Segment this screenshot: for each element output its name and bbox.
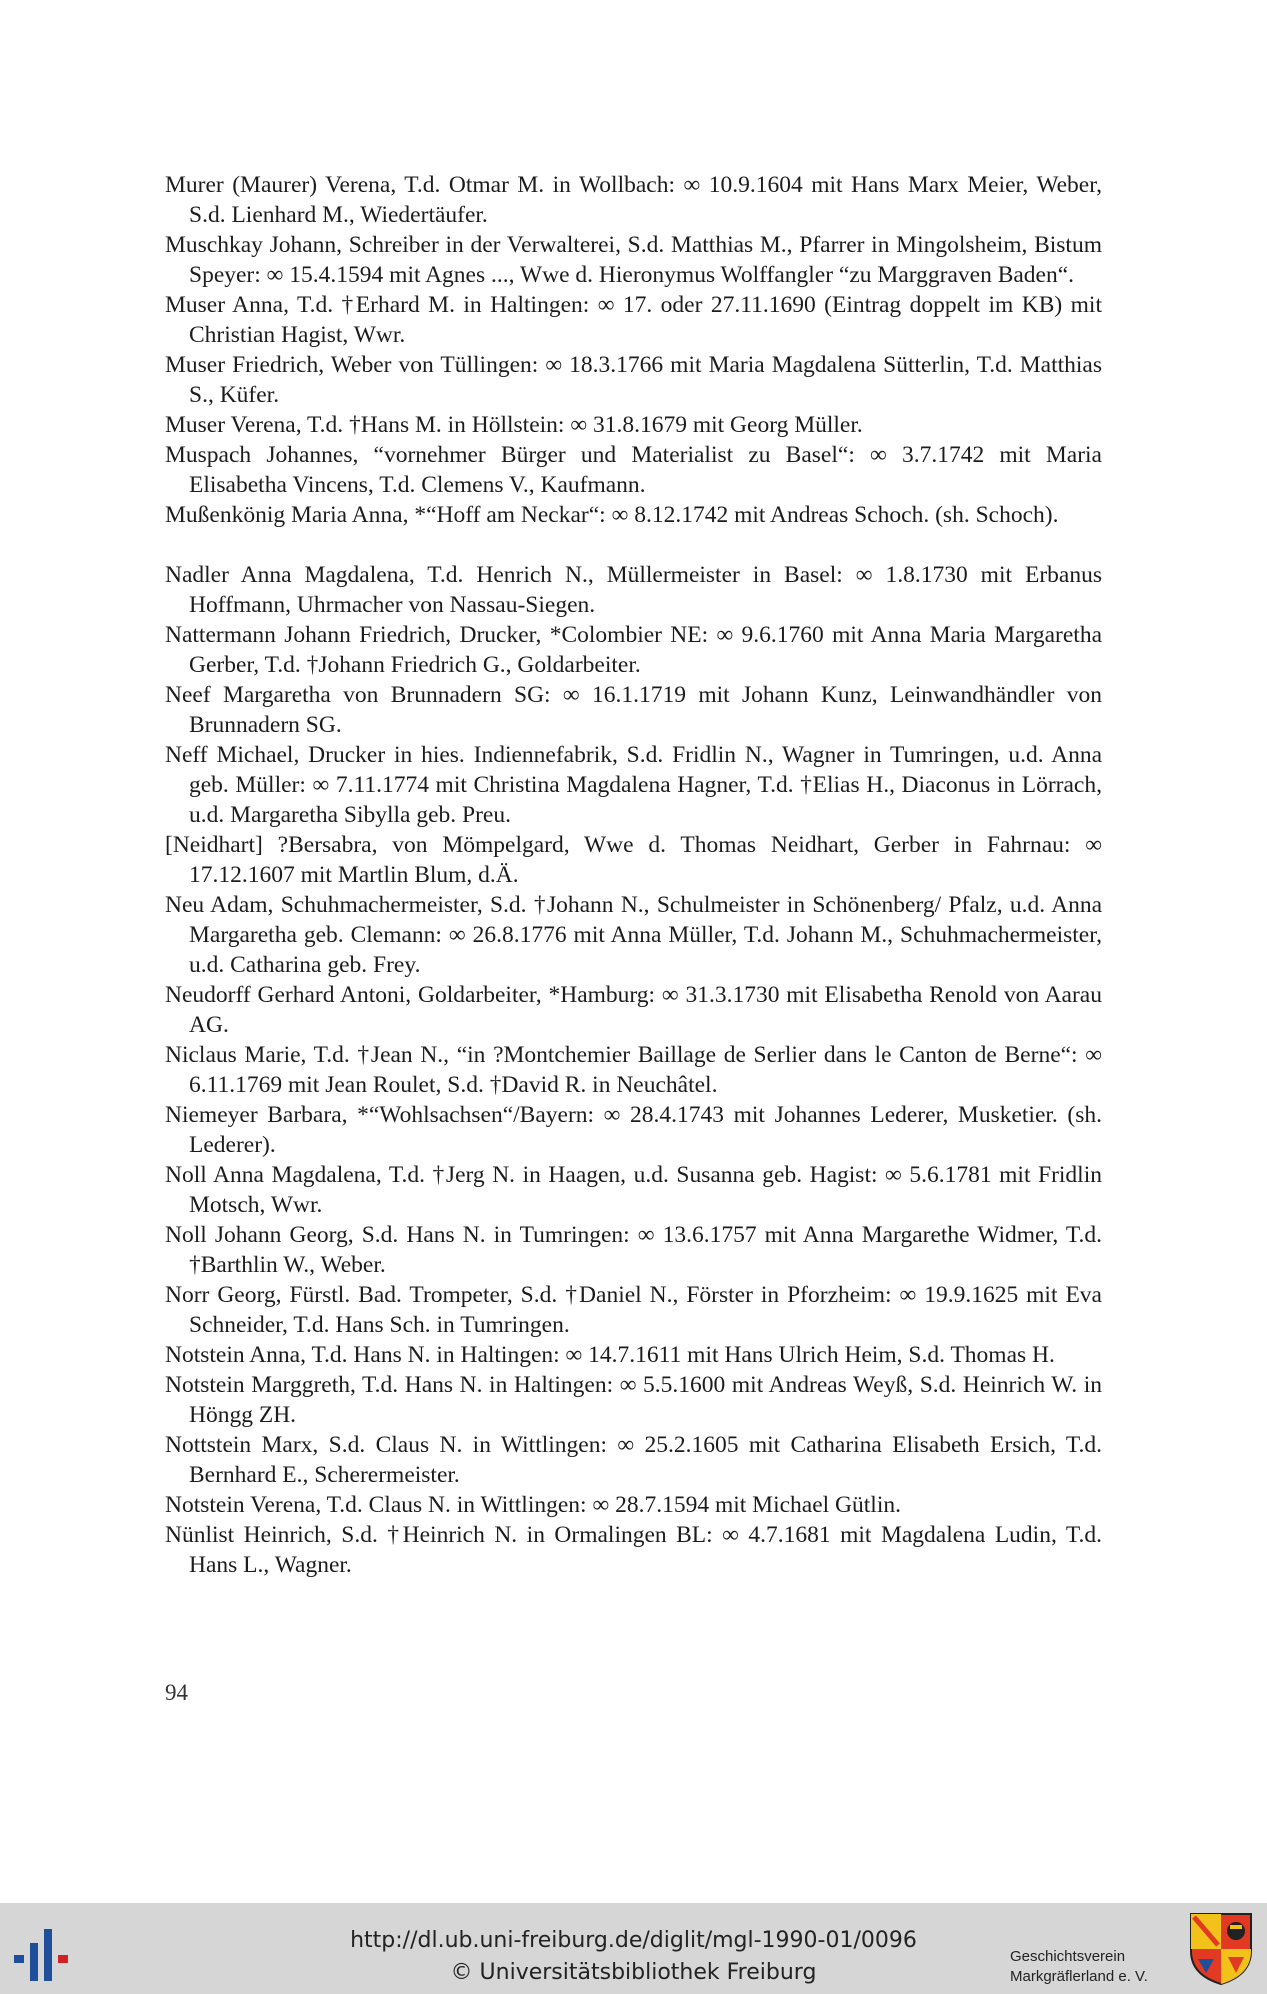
- register-entry: [Neidhart] ?Bersabra, von Mömpelgard, Wwe d. Thomas Neidhart, Gerber in Fahrnau: ∞ 17.12.1607 mit Martlin Blum, d.Ä.: [165, 832, 1102, 888]
- register-entry: Muspach Johannes, “vornehmer Bürger und Materialist zu Basel“: ∞ 3.7.1742 mit Maria Elisabetha Vincens, T.d. Clemens V., Kaufmann.: [165, 442, 1102, 498]
- register-entry: Neef Margaretha von Brunnadern SG: ∞ 16.1.1719 mit Johann Kunz, Leinwandhändler von Brunnadern SG.: [165, 682, 1102, 738]
- document-page: [165, 170, 1102, 1580]
- register-entry: Niemeyer Barbara, *“Wohlsachsen“/Bayern: ∞ 28.4.1743 mit Johannes Lederer, Musketier. (sh. Lederer).: [165, 1102, 1102, 1158]
- register-entry: Noll Anna Magdalena, T.d. †Jerg N. in Haagen, u.d. Susanna geb. Hagist: ∞ 5.6.1781 mit Fridlin Motsch, Wwr.: [165, 1162, 1102, 1218]
- register-entry: Nottstein Marx, S.d. Claus N. in Wittlingen: ∞ 25.2.1605 mit Catharina Elisabeth Ersich, T.d. Bernhard E., Scherermeister.: [165, 1432, 1102, 1488]
- register-entry: Murer (Maurer) Verena, T.d. Otmar M. in Wollbach: ∞ 10.9.1604 mit Hans Marx Meier, Weber, S.d. Lienhard M., Wiedertäufer.: [165, 172, 1102, 228]
- register-entry: Nadler Anna Magdalena, T.d. Henrich N., Müllermeister in Basel: ∞ 1.8.1730 mit Erbanus Hoffmann, Uhrmacher von Nassau-Siegen.: [165, 562, 1102, 618]
- register-entry: Niclaus Marie, T.d. †Jean N., “in ?Montchemier Baillage de Serlier dans le Canton de Berne“: ∞ 6.11.1769 mit Jean Roulet, S.d. †David R. in Neuchâtel.: [165, 1042, 1102, 1098]
- section-gap: [165, 530, 1102, 560]
- markgraeflerland-crest-icon: [1188, 1911, 1254, 1987]
- footer-copyright: © Universitätsbibliothek Freiburg: [450, 1960, 817, 1985]
- register-entry: Nattermann Johann Friedrich, Drucker, *Colombier NE: ∞ 9.6.1760 mit Anna Maria Margaretha Gerber, T.d. †Johann Friedrich G., Goldarbeiter.: [165, 622, 1102, 678]
- page-number: 94: [165, 1680, 188, 1705]
- footer-bar: [0, 1903, 1267, 1994]
- register-entry: Neudorff Gerhard Antoni, Goldarbeiter, *Hamburg: ∞ 31.3.1730 mit Elisabetha Renold von Aarau AG.: [165, 982, 1102, 1038]
- register-entry: Noll Johann Georg, S.d. Hans N. in Tumringen: ∞ 13.6.1757 mit Anna Margarethe Widmer, T.d. †Barthlin W., Weber.: [165, 1222, 1102, 1278]
- society-name-line2: Markgräflerland e. V.: [1010, 1968, 1148, 1985]
- entries-section-n: [165, 560, 1102, 1580]
- register-entry: Muser Friedrich, Weber von Tüllingen: ∞ 18.3.1766 mit Maria Magdalena Sütterlin, T.d. Matthias S., Küfer.: [165, 352, 1102, 408]
- register-entry: Muser Verena, T.d. †Hans M. in Höllstein: ∞ 31.8.1679 mit Georg Müller.: [165, 412, 863, 438]
- society-name: [1010, 1947, 1148, 1987]
- register-entry: Neff Michael, Drucker in hies. Indiennefabrik, S.d. Fridlin N., Wagner in Tumringen, u.d. Anna geb. Müller: ∞ 7.11.1774 mit Christina Magdalena Hagner, T.d. †Elias H., Diaconus in Lörrach, u.d. Margaretha Sibylla geb. Preu.: [165, 742, 1102, 828]
- society-name-line1: Geschichtsverein: [1010, 1948, 1126, 1965]
- entries-section-m: [165, 170, 1102, 530]
- register-entry: Notstein Anna, T.d. Hans N. in Haltingen: ∞ 14.7.1611 mit Hans Ulrich Heim, S.d. Thomas H.: [165, 1342, 1055, 1368]
- register-entry: Muschkay Johann, Schreiber in der Verwalterei, S.d. Matthias M., Pfarrer in Mingolsheim, Bistum Speyer: ∞ 15.4.1594 mit Agnes ..., Wwe d. Hieronymus Wolffangler “zu Marggraven Baden“.: [165, 232, 1102, 288]
- register-entry: Notstein Marggreth, T.d. Hans N. in Haltingen: ∞ 5.5.1600 mit Andreas Weyß, S.d. Heinrich W. in Höngg ZH.: [165, 1372, 1102, 1428]
- register-entry: Muser Anna, T.d. †Erhard M. in Haltingen: ∞ 17. oder 27.11.1690 (Eintrag doppelt im KB) mit Christian Hagist, Wwr.: [165, 292, 1102, 348]
- register-entry: Neu Adam, Schuhmachermeister, S.d. †Johann N., Schulmeister in Schönenberg/ Pfalz, u.d. Anna Margaretha geb. Clemann: ∞ 26.8.1776 mit Anna Müller, T.d. Johann M., Schuhmachermeister, u.d. Catharina geb. Frey.: [165, 892, 1102, 978]
- register-entry: Notstein Verena, T.d. Claus N. in Wittlingen: ∞ 28.7.1594 mit Michael Gütlin.: [165, 1492, 901, 1518]
- footer-url-link[interactable]: http://dl.ub.uni-freiburg.de/diglit/mgl-1990-01/0096: [350, 1928, 917, 1953]
- register-entry: Norr Georg, Fürstl. Bad. Trompeter, S.d. †Daniel N., Förster in Pforzheim: ∞ 19.9.1625 mit Eva Schneider, T.d. Hans Sch. in Tumringen.: [165, 1282, 1102, 1338]
- register-entry: Nünlist Heinrich, S.d. †Heinrich N. in Ormalingen BL: ∞ 4.7.1681 mit Magdalena Ludin, T.d. Hans L., Wagner.: [165, 1522, 1102, 1578]
- register-entry: Mußenkönig Maria Anna, *“Hoff am Neckar“: ∞ 8.12.1742 mit Andreas Schoch. (sh. Schoch).: [165, 502, 1059, 528]
